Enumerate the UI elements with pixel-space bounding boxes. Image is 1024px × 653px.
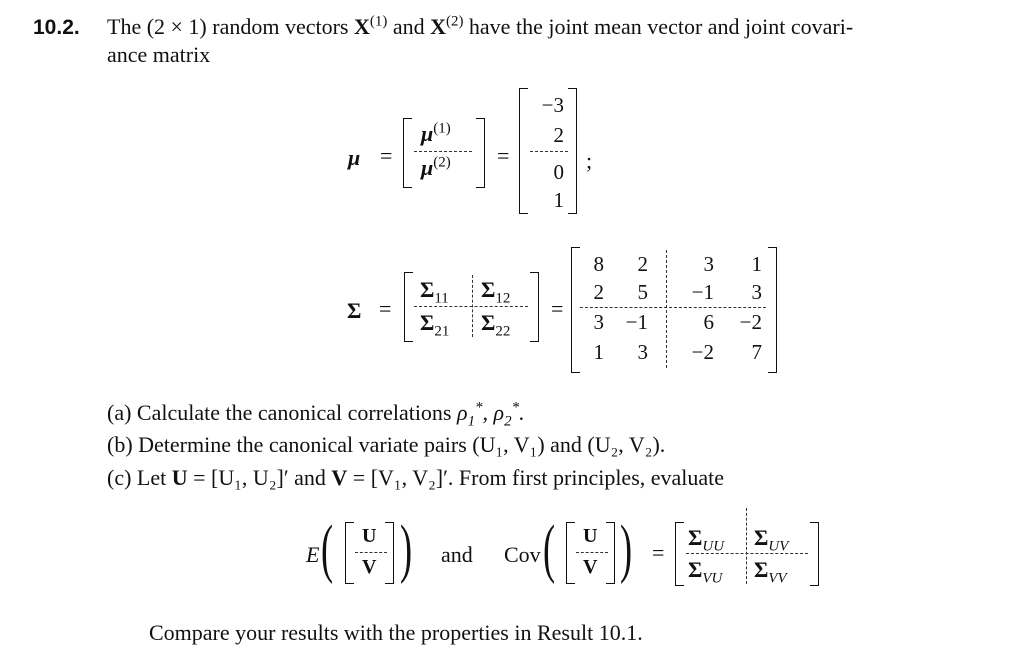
problem-intro-line-1: The (2 × 1) random vectors $X^{(1)}$ and $X^{(2)}$ have the joint mean vector and joint covari- — [107, 13, 854, 39]
block-separator — [686, 553, 808, 554]
block-separator — [472, 275, 473, 337]
covariance-cell: 3 — [751, 280, 762, 304]
part-c: (c) Let U = [U₁, U₂]′ and V = [V₁, V₂]′. From first principles, evaluate — [107, 465, 725, 490]
left-paren: ( — [320, 512, 334, 585]
left-bracket — [403, 118, 412, 188]
v-vector: V — [362, 556, 377, 578]
sigma-uu-block: $\Sigma_{UU}$ — [688, 525, 724, 555]
covariance-cell: −2 — [691, 340, 714, 364]
sigma-21-block: $\Sigma_{21}$ — [420, 310, 450, 340]
mean-value: −3 — [541, 93, 564, 117]
problem-header — [33, 14, 80, 41]
u-vector: U — [362, 525, 377, 547]
right-bracket — [768, 247, 777, 373]
right-bracket — [385, 522, 394, 584]
block-separator — [530, 151, 568, 152]
block-separator — [576, 552, 608, 553]
cov-label: Cov — [504, 542, 541, 567]
equals-sign: = — [497, 143, 510, 168]
covariance-cell: −2 — [739, 310, 762, 334]
block-separator — [666, 250, 667, 368]
covariance-cell: 8 — [593, 252, 604, 276]
right-bracket — [568, 88, 577, 214]
right-paren: ) — [619, 512, 633, 585]
covariance-cell: 1 — [593, 340, 604, 364]
mean-value: 2 — [553, 123, 564, 147]
covariance-cell: 2 — [637, 252, 648, 276]
sigma-symbol: Σ — [347, 298, 362, 323]
block-separator — [580, 307, 766, 308]
covariance-cell: 6 — [703, 310, 714, 334]
covariance-cell: −1 — [625, 310, 648, 334]
right-bracket — [530, 272, 539, 342]
sigma-11-block: $\Sigma_{11}$ — [420, 277, 449, 307]
right-bracket — [810, 522, 819, 586]
right-bracket — [606, 522, 615, 584]
block-separator — [414, 151, 472, 152]
right-paren: ) — [399, 512, 413, 585]
v-vector: V — [583, 556, 598, 578]
covariance-cell: 3 — [593, 310, 604, 334]
and-word: and — [441, 542, 473, 567]
covariance-cell: 2 — [593, 280, 604, 304]
left-bracket — [519, 88, 528, 214]
u-vector: U — [583, 525, 598, 547]
left-bracket — [675, 522, 684, 586]
problem-number: 10.2. — [33, 16, 80, 39]
semicolon: ; — [586, 148, 593, 173]
mean-value: 1 — [553, 188, 564, 212]
mu-1-block: $\mu^{(1)}$ — [421, 120, 451, 146]
covariance-cell: −1 — [691, 280, 714, 304]
block-separator — [355, 552, 387, 553]
equals-sign: = — [379, 296, 392, 321]
covariance-cell: 5 — [637, 280, 648, 304]
covariance-cell: 7 — [751, 340, 762, 364]
right-bracket — [476, 118, 485, 188]
left-bracket — [345, 522, 354, 584]
block-separator — [414, 306, 528, 307]
mu-symbol: μ — [348, 145, 361, 170]
sigma-vv-block: $\Sigma_{VV}$ — [754, 557, 787, 587]
mean-value: 0 — [553, 160, 564, 184]
sigma-vu-block: $\Sigma_{VU}$ — [688, 557, 723, 587]
left-bracket — [566, 522, 575, 584]
left-paren: ( — [542, 512, 556, 585]
sigma-uv-block: $\Sigma_{UV}$ — [754, 525, 789, 555]
left-bracket — [404, 272, 413, 342]
sigma-12-block: $\Sigma_{12}$ — [481, 277, 511, 307]
problem-intro-line-2: ance matrix — [107, 42, 211, 67]
sigma-22-block: $\Sigma_{22}$ — [481, 310, 511, 340]
closing-instruction: Compare your results with the properties in Result 10.1. — [149, 620, 643, 645]
expectation-symbol: E — [306, 542, 320, 567]
block-separator — [746, 508, 747, 584]
equals-sign: = — [551, 296, 564, 321]
covariance-cell: 3 — [637, 340, 648, 364]
equals-sign: = — [380, 143, 393, 168]
covariance-cell: 3 — [703, 252, 714, 276]
equals-sign: = — [652, 540, 665, 565]
mu-2-block: $\mu^{(2)}$ — [421, 154, 451, 180]
part-a: (a) Calculate the canonical correlations $\rho_1^*$, $\rho_2^*$. — [107, 399, 525, 430]
part-b: (b) Determine the canonical variate pairs (U₁, V₁) and (U₂, V₂). — [107, 432, 666, 457]
covariance-cell: 1 — [751, 252, 762, 276]
